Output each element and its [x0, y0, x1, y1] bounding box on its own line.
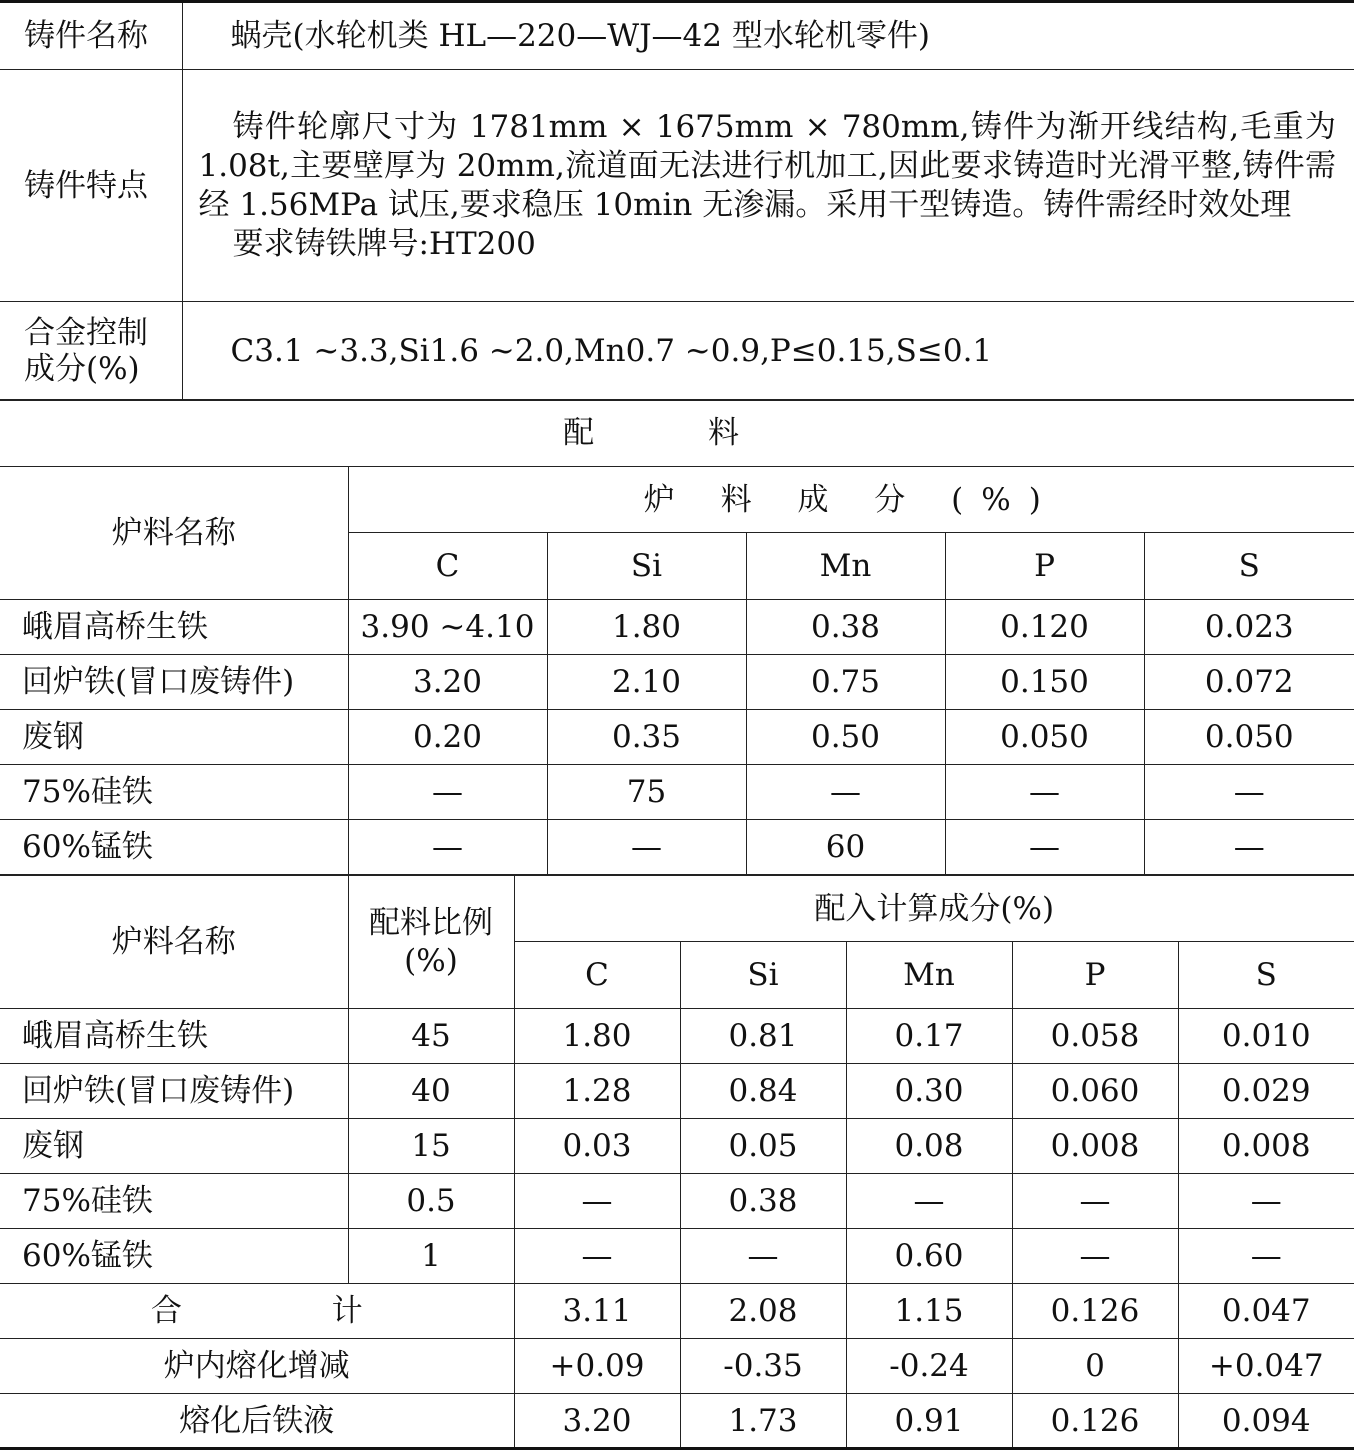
charge-row-name: 60%锰铁	[0, 820, 348, 875]
charge-row-value: 0.35	[547, 710, 746, 765]
casting-name-value: 蜗壳(水轮机类 HL—220—WJ—42 型水轮机零件)	[182, 2, 1354, 70]
summary-value: 0.126	[1012, 1394, 1178, 1449]
charge-row-value: —	[945, 765, 1144, 820]
calc-row-ratio: 40	[348, 1064, 514, 1119]
charge-col-mn: Mn	[746, 533, 945, 600]
calc-row-value: 0.010	[1178, 1009, 1354, 1064]
summary-rows	[0, 1284, 1354, 1449]
calc-row-ratio: 15	[348, 1119, 514, 1174]
calc-row-value: —	[1012, 1229, 1178, 1284]
calc-row	[0, 1174, 1354, 1229]
calc-row-value: 0.008	[1012, 1119, 1178, 1174]
summary-value: +0.047	[1178, 1339, 1354, 1394]
section-title: 配 料	[0, 400, 1354, 467]
calc-row-value: 1.80	[514, 1009, 680, 1064]
charge-row-name: 峨眉高桥生铁	[0, 600, 348, 655]
summary-label: 合 计	[0, 1284, 514, 1339]
calc-col-c: C	[514, 942, 680, 1009]
calc-row-value: 0.38	[680, 1174, 846, 1229]
calc-row-name: 75%硅铁	[0, 1174, 348, 1229]
charge-name-header: 炉料名称	[0, 467, 348, 600]
charge-row-value: 0.050	[945, 710, 1144, 765]
charge-row-value: 0.75	[746, 655, 945, 710]
summary-value: 2.08	[680, 1284, 846, 1339]
calc-name-header: 炉料名称	[0, 876, 348, 1009]
charge-composition-table	[0, 399, 1354, 875]
calc-row	[0, 1229, 1354, 1284]
calc-row-value: —	[1012, 1174, 1178, 1229]
charge-row-name: 回炉铁(冒口废铸件)	[0, 655, 348, 710]
charge-row-value: —	[348, 820, 547, 875]
calc-ratio-header-line1: 配料比例	[369, 905, 493, 941]
summary-value: 0.126	[1012, 1284, 1178, 1339]
calc-row-value: 0.05	[680, 1119, 846, 1174]
summary-value: -0.35	[680, 1339, 846, 1394]
charge-row-value: —	[1144, 765, 1354, 820]
charge-row-value: 75	[547, 765, 746, 820]
summary-label: 熔化后铁液	[0, 1394, 514, 1449]
charge-row	[0, 655, 1354, 710]
charge-row-value: 0.38	[746, 600, 945, 655]
charge-row-value: 0.20	[348, 710, 547, 765]
charge-row	[0, 820, 1354, 875]
calc-row-value: 0.84	[680, 1064, 846, 1119]
summary-label: 炉内熔化增减	[0, 1339, 514, 1394]
casting-features-cell	[182, 70, 1354, 302]
charge-row-value: —	[746, 765, 945, 820]
charge-row-value: 0.050	[1144, 710, 1354, 765]
summary-value: 1.73	[680, 1394, 846, 1449]
charge-row-value: 0.50	[746, 710, 945, 765]
calc-group-header: 配入计算成分(%)	[514, 876, 1354, 942]
calc-row-name: 峨眉高桥生铁	[0, 1009, 348, 1064]
charge-row-value: 0.150	[945, 655, 1144, 710]
summary-value: 0.094	[1178, 1394, 1354, 1449]
summary-value: 0.91	[846, 1394, 1012, 1449]
calc-row	[0, 1009, 1354, 1064]
summary-value: 3.11	[514, 1284, 680, 1339]
calc-row-value: 0.008	[1178, 1119, 1354, 1174]
calc-row-value: 0.029	[1178, 1064, 1354, 1119]
calc-row-value: —	[514, 1229, 680, 1284]
calc-row	[0, 1119, 1354, 1174]
charge-row-value: —	[547, 820, 746, 875]
summary-value: 0.047	[1178, 1284, 1354, 1339]
summary-row	[0, 1394, 1354, 1449]
charge-col-p: P	[945, 533, 1144, 600]
charge-rows	[0, 600, 1354, 875]
calc-row-ratio: 45	[348, 1009, 514, 1064]
charge-row-value: —	[348, 765, 547, 820]
charge-row-value: 2.10	[547, 655, 746, 710]
calc-row-value: 0.058	[1012, 1009, 1178, 1064]
summary-value: 0	[1012, 1339, 1178, 1394]
summary-row	[0, 1339, 1354, 1394]
calc-col-mn: Mn	[846, 942, 1012, 1009]
charge-row	[0, 710, 1354, 765]
casting-name-label: 铸件名称	[0, 2, 182, 70]
calc-col-si: Si	[680, 942, 846, 1009]
calc-row-value: —	[846, 1174, 1012, 1229]
calc-row-value: 0.08	[846, 1119, 1012, 1174]
charge-col-s: S	[1144, 533, 1354, 600]
calc-row-ratio: 0.5	[348, 1174, 514, 1229]
casting-features-label: 铸件特点	[0, 70, 182, 302]
calc-row-name: 60%锰铁	[0, 1229, 348, 1284]
calc-row-value: 0.60	[846, 1229, 1012, 1284]
summary-value: -0.24	[846, 1339, 1012, 1394]
charge-row-value: 0.023	[1144, 600, 1354, 655]
charge-row-value: 0.072	[1144, 655, 1354, 710]
calc-col-s: S	[1178, 942, 1354, 1009]
charge-row-name: 75%硅铁	[0, 765, 348, 820]
charge-col-si: Si	[547, 533, 746, 600]
calc-row-value: 1.28	[514, 1064, 680, 1119]
calc-row-value: 0.060	[1012, 1064, 1178, 1119]
charge-group-header: 炉 料 成 分 (%)	[348, 467, 1354, 533]
summary-value: 3.20	[514, 1394, 680, 1449]
charge-row-value: —	[1144, 820, 1354, 875]
casting-info-table	[0, 0, 1354, 401]
charge-row-value: —	[945, 820, 1144, 875]
charge-row-value: 1.80	[547, 600, 746, 655]
charge-row-value: 3.90 ~4.10	[348, 600, 547, 655]
charge-row-name: 废钢	[0, 710, 348, 765]
calc-row-value: 0.30	[846, 1064, 1012, 1119]
calc-col-p: P	[1012, 942, 1178, 1009]
alloy-label-line1: 合金控制	[24, 315, 148, 351]
charge-row-value: 0.120	[945, 600, 1144, 655]
summary-value: +0.09	[514, 1339, 680, 1394]
alloy-value: C3.1 ~3.3,Si1.6 ~2.0,Mn0.7 ~0.9,P≤0.15,S≤0.1	[182, 302, 1354, 401]
calc-row-value: 0.03	[514, 1119, 680, 1174]
calc-row-ratio: 1	[348, 1229, 514, 1284]
calc-row-name: 废钢	[0, 1119, 348, 1174]
calc-row-name: 回炉铁(冒口废铸件)	[0, 1064, 348, 1119]
alloy-label-line2: 成分(%)	[24, 351, 140, 387]
charge-col-c: C	[348, 533, 547, 600]
alloy-label	[0, 302, 182, 401]
charge-row	[0, 765, 1354, 820]
charge-row-value: 60	[746, 820, 945, 875]
calc-row-value: —	[680, 1229, 846, 1284]
casting-grade-text: 要求铸铁牌号:HT200	[232, 225, 536, 262]
calc-ratio-header-line2: (%)	[404, 943, 458, 979]
calc-row-value: 0.17	[846, 1009, 1012, 1064]
summary-value: 1.15	[846, 1284, 1012, 1339]
calc-row-value: —	[1178, 1229, 1354, 1284]
summary-row	[0, 1284, 1354, 1339]
calc-row	[0, 1064, 1354, 1119]
calc-row-value: —	[514, 1174, 680, 1229]
calc-row-value: —	[1178, 1174, 1354, 1229]
charge-row-value: 3.20	[348, 655, 547, 710]
calc-row-value: 0.81	[680, 1009, 846, 1064]
calc-rows	[0, 1009, 1354, 1284]
charge-row	[0, 600, 1354, 655]
charge-calculation-table	[0, 875, 1354, 1450]
calc-ratio-header	[348, 876, 514, 1009]
casting-features-text: 铸件轮廓尺寸为 1781mm × 1675mm × 780mm,铸件为渐开线结构,毛重为 1.08t,主要壁厚为 20mm,流道面无法进行机加工,因此要求铸造时光滑平整,铸件需经 1.56MPa 试压,要求稳压 10min 无渗漏。采用干型铸造。铸件需经时效处理	[198, 108, 1336, 223]
